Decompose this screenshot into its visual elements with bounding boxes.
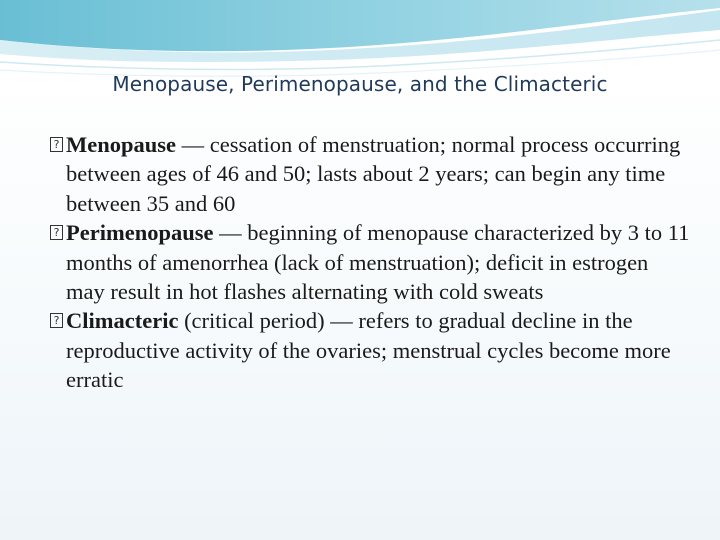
bullet-term: Climacteric	[66, 308, 179, 334]
bullet-term: Perimenopause	[66, 220, 214, 246]
bullet-list	[50, 130, 690, 395]
bullet-term: Menopause	[66, 132, 177, 157]
bullet-glyph-icon: ?	[50, 225, 63, 240]
bullet-text: — cessation of menstruation; normal process occurring between ages of 46 and 50; lasts about 2 years; can begin any time between 35 and 60	[66, 132, 681, 216]
bullet-text: — beginning of menopause characterized by 3 to 11 months of amenorrhea (lack of menstruation); deficit in estrogen may result in hot flashes alternating with cold sweats	[66, 220, 690, 305]
slide-title: Menopause, Perimenopause, and the Climacteric	[112, 72, 608, 96]
bullet-text: (critical period) — refers to gradual decline in the reproductive activity of the ovaries; menstrual cycles become more erratic	[66, 308, 671, 393]
bullet-item-perimenopause	[50, 218, 690, 306]
bullet-glyph-icon: ?	[50, 313, 63, 328]
bullet-item-menopause	[50, 130, 690, 218]
bullet-glyph-icon: ?	[50, 137, 63, 152]
bullet-item-climacteric	[50, 306, 690, 394]
